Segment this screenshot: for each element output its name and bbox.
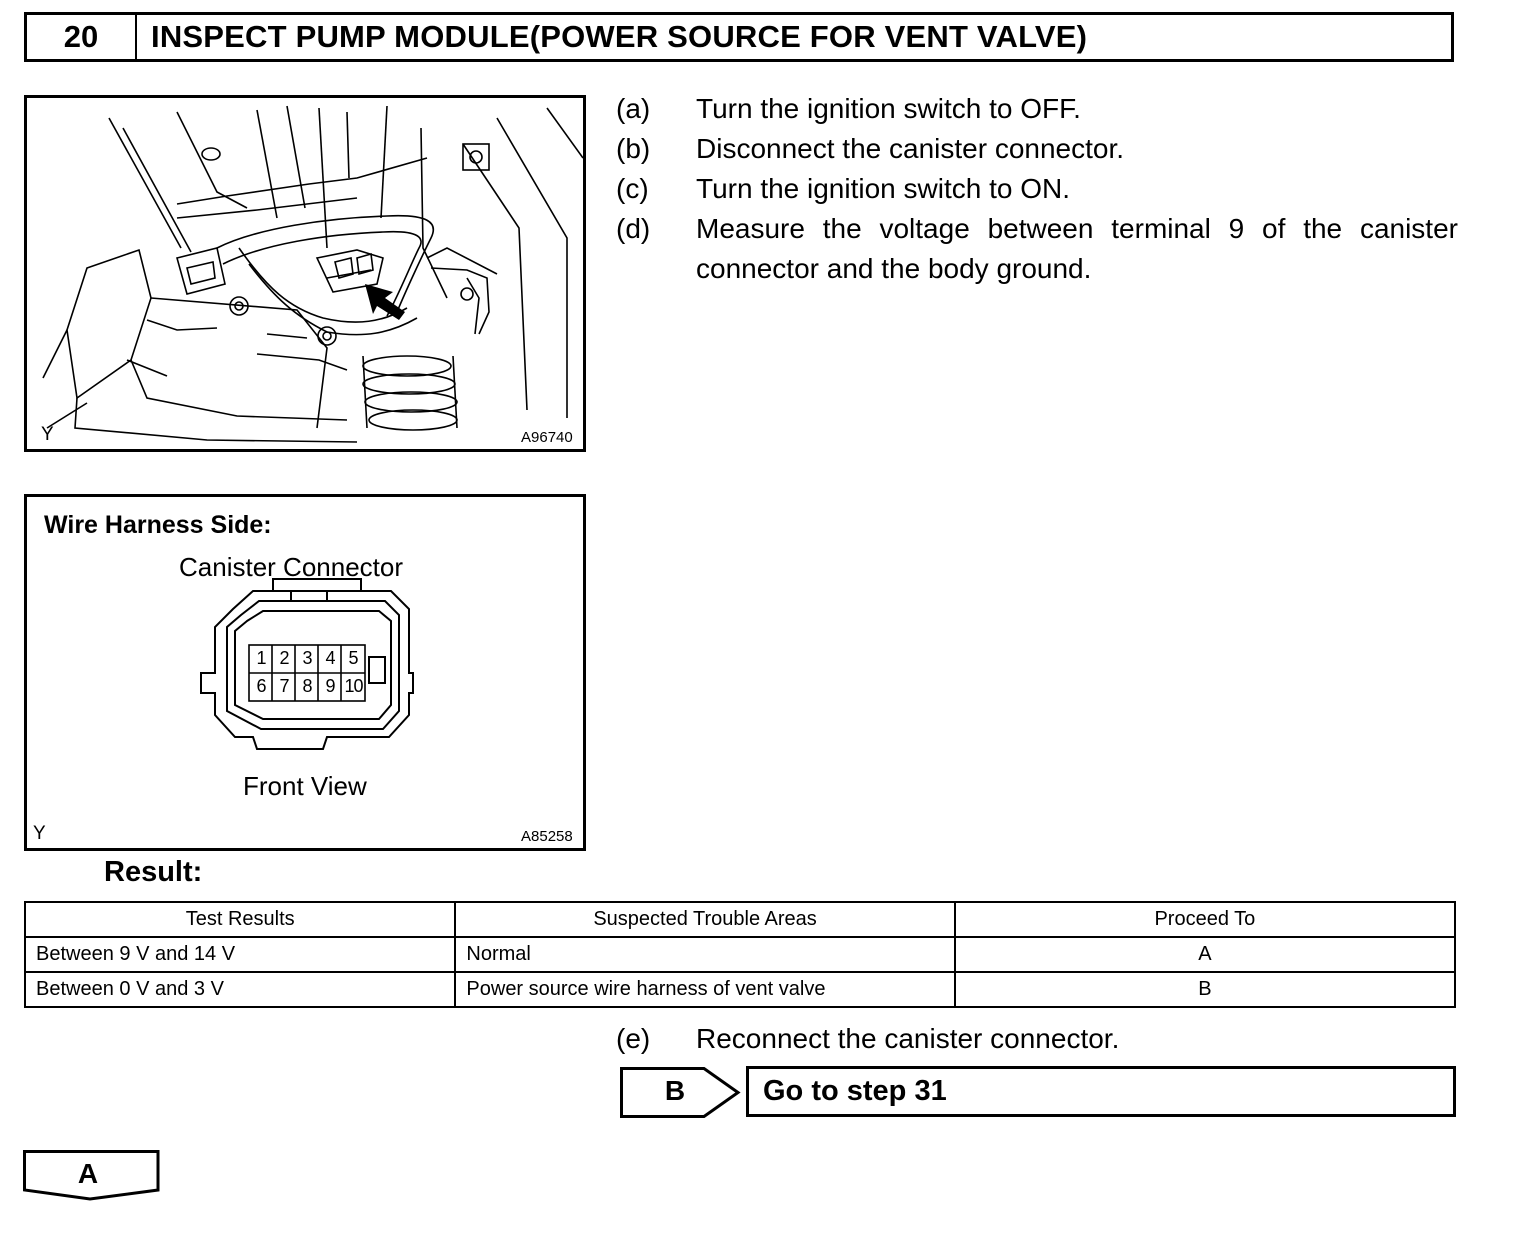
pointer-arrow-icon	[27, 98, 583, 449]
step-d-letter: (d)	[616, 213, 651, 244]
terminal-5: 5	[348, 648, 359, 668]
terminal-8: 8	[302, 676, 313, 696]
front-view-label: Front View	[243, 771, 367, 801]
step-a-text: Turn the ignition switch to OFF.	[696, 93, 1081, 124]
step-a-letter: (a)	[616, 93, 651, 124]
step-e-text: Reconnect the canister connector.	[696, 1023, 1120, 1054]
figure1-code: A96740	[521, 429, 573, 446]
terminal-7: 7	[279, 676, 290, 696]
terminal-1: 1	[256, 648, 267, 668]
terminal-2: 2	[279, 648, 290, 668]
step-d-text: Measure the voltage between terminal 9 of the canister connector and the body ground.	[696, 213, 1458, 284]
column-header-test-results: Test Results	[25, 902, 455, 937]
step-b	[616, 129, 1458, 169]
step-header	[24, 12, 1454, 62]
cell-trouble-area: Power source wire harness of vent valve	[455, 972, 954, 1007]
result-heading: Result:	[104, 856, 203, 888]
terminal-10: 10	[344, 676, 363, 696]
cell-test-result: Between 0 V and 3 V	[25, 972, 455, 1007]
step-c-letter: (c)	[616, 173, 649, 204]
step-a	[616, 89, 1458, 129]
cell-proceed-to: B	[955, 972, 1455, 1007]
canister-connector-figure	[24, 494, 586, 851]
column-header-suspected-trouble-areas: Suspected Trouble Areas	[455, 902, 954, 937]
figure2-code: A85258	[521, 828, 573, 845]
result-table	[24, 901, 1456, 1008]
step-e	[616, 1019, 1458, 1059]
step-e-letter: (e)	[616, 1023, 651, 1054]
terminal-3: 3	[302, 648, 313, 668]
terminal-6: 6	[256, 676, 267, 696]
connector-title: Canister Connector	[179, 552, 403, 582]
step-title: INSPECT PUMP MODULE(POWER SOURCE FOR VENT VALVE)	[151, 19, 1088, 54]
b-branch-label[interactable]: B	[664, 1075, 686, 1106]
table-row	[25, 972, 1455, 1007]
cell-test-result: Between 9 V and 14 V	[25, 937, 455, 972]
step-c	[616, 169, 1458, 209]
table-row	[25, 937, 1455, 972]
cell-trouble-area: Normal	[455, 937, 954, 972]
go-to-step-button[interactable]: Go to step 31	[746, 1066, 1456, 1117]
canister-location-figure	[24, 95, 586, 452]
a-branch-label[interactable]: A	[77, 1158, 99, 1189]
figure1-corner-mark: Y	[41, 424, 54, 445]
terminal-9: 9	[325, 676, 336, 696]
step-c-text: Turn the ignition switch to ON.	[696, 173, 1071, 204]
figure2-corner-mark: Y	[33, 823, 46, 844]
step-b-text: Disconnect the canister connector.	[696, 133, 1125, 164]
wire-harness-side-label: Wire Harness Side:	[44, 511, 272, 539]
step-d	[616, 209, 1458, 289]
step-number: 20	[27, 15, 137, 59]
cell-proceed-to: A	[955, 937, 1455, 972]
column-header-proceed-to: Proceed To	[955, 902, 1455, 937]
step-b-letter: (b)	[616, 133, 651, 164]
table-header-row	[25, 902, 1455, 937]
terminal-4: 4	[325, 648, 336, 668]
